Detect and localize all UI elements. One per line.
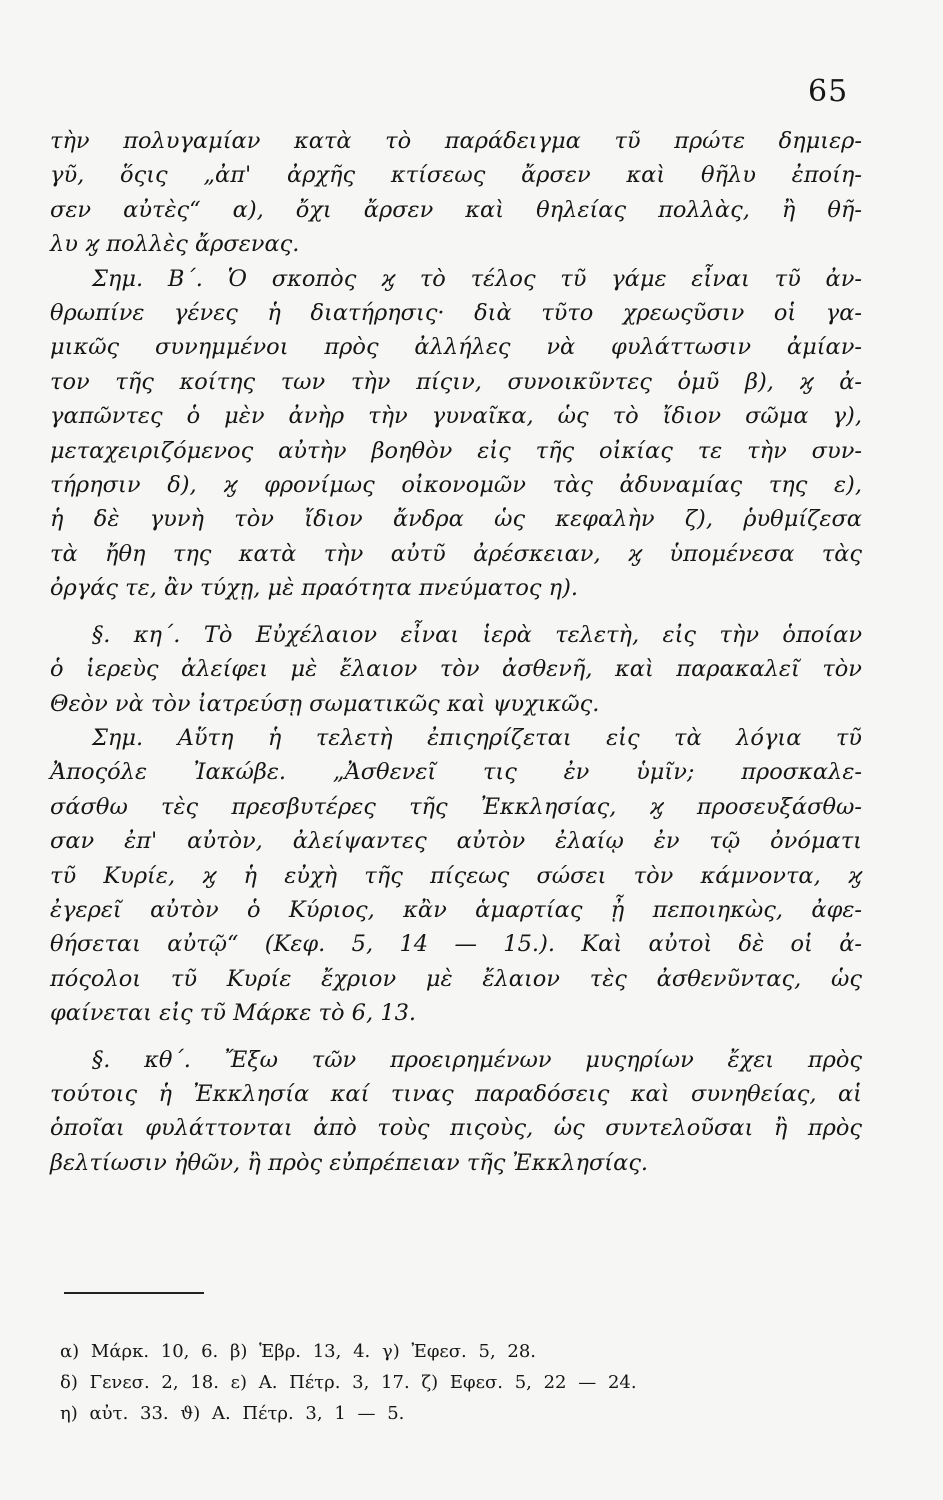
text-line: Ἀποςόλε Ἰακώβε. „Ἀσθενεῖ τις ἐν ὑμῖν; προσκαλε- — [50, 759, 862, 786]
text-line: τὴν πολυγαμίαν κατὰ τὸ παράδειγμα τῦ πρώτε δημιερ- — [50, 128, 862, 154]
text-line: γαπῶντες ὁ μὲν ἀνὴρ τὴν γυναῖκα, ὡς τὸ ἴδιον σῶμα γ), — [50, 403, 862, 430]
text-line: ὁποῖαι φυλάττονται ἀπὸ τοὺς πιςοὺς, ὡς συντελοῦσαι ἢ πρὸς — [50, 1115, 862, 1142]
paragraph-gap — [50, 606, 862, 618]
text-line: σάσθω τὲς πρεσβυτέρες τῆς Ἐκκλησίας, ϗ προσευξάσθω- — [50, 793, 862, 820]
paragraph-gap — [50, 1031, 862, 1043]
text-line: τήρησιν δ), ϗ φρονίμως οἰκονομῶν τὰς ἀδυναμίας της ε), — [50, 472, 862, 499]
text-line: λυ ϗ πολλὲς ἄρσενας. — [50, 231, 300, 258]
text-line: μικῶς συνημμένοι πρὸς ἀλλήλες νὰ φυλάττωσιν ἀμίαν- — [50, 334, 862, 361]
body-text — [50, 124, 862, 1180]
text-line: Σημ. Αὕτη ἡ τελετὴ ἐπιςηρίζεται εἰς τὰ λόγια τῦ — [92, 724, 862, 751]
page-number: 65 — [808, 74, 849, 109]
text-line: γῦ, ὅςις „ἀπ' ἀρχῆς κτίσεως ἄρσεν καὶ θῆλυ ἐποίη- — [50, 162, 862, 189]
text-line: §. κθ΄. Ἔξω τῶν προειρημένων μυςηρίων ἔχει πρὸς — [92, 1046, 862, 1073]
text-line: Θεὸν νὰ τὸν ἰατρεύσῃ σωματικῶς καὶ ψυχικῶς. — [50, 690, 600, 717]
text-line: τὰ ἤθη της κατὰ τὴν αὐτῦ ἀρέσκειαν, ϗ ὑπομένεσα τὰς — [50, 540, 862, 567]
text-line: θήσεται αὐτῷ“ (Κεφ. 5, 14 — 15.). Καὶ αὐτοὶ δὲ οἱ ἀ- — [50, 931, 862, 958]
footnotes — [60, 1336, 860, 1429]
text-line: θρωπίνε γένες ἡ διατήρησις· διὰ τῦτο χρεωςῦσιν οἱ γα- — [50, 300, 862, 327]
text-line: ὀργάς τε, ἂν τύχῃ, μὲ πραότητα πνεύματος η). — [50, 575, 579, 602]
text-line: §. κη΄. Τὸ Εὐχέλαιον εἶναι ἱερὰ τελετὴ, εἰς τὴν ὁποίαν — [92, 621, 862, 648]
text-line: πόςολοι τῦ Κυρίε ἔχριον μὲ ἔλαιον τὲς ἀσθενῦντας, ὡς — [50, 965, 862, 992]
text-line: τῦ Κυρίε, ϗ ἡ εὐχὴ τῆς πίςεως σώσει τὸν κάμνοντα, ϗ — [50, 862, 862, 889]
footnote-line: α) Μάρκ. 10, 6. β) Ἑβρ. 13, 4. γ) Ἐφεσ. 5, 28. — [60, 1341, 537, 1362]
text-line: σαν ἐπ' αὐτὸν, ἀλείψαντες αὐτὸν ἐλαίῳ ἐν τῷ ὀνόματι — [50, 828, 862, 855]
text-line: ὁ ἱερεὺς ἀλείφει μὲ ἔλαιον τὸν ἀσθενῆ, καὶ παρακαλεῖ τὸν — [50, 656, 862, 683]
text-line: σεν αὐτὲς“ α), ὄχι ἄρσεν καὶ θηλείας πολλὰς, ἢ θῆ- — [50, 196, 862, 223]
footnote-line: δ) Γενεσ. 2, 18. ε) Α. Πέτρ. 3, 17. ζ) Εφεσ. 5, 22 — 24. — [60, 1372, 637, 1393]
text-line: Σημ. Β΄. Ὁ σκοπὸς ϗ τὸ τέλος τῦ γάμε εἶναι τῦ ἀν- — [92, 265, 862, 292]
text-line: τούτοις ἡ Ἐκκλησία καί τινας παραδόσεις καὶ συνηθείας, αἱ — [50, 1080, 862, 1107]
text-line: ἡ δὲ γυνὴ τὸν ἴδιον ἄνδρα ὡς κεφαλὴν ζ), ῥυθμίζεσα — [50, 506, 862, 533]
text-line: τον τῆς κοίτης των τὴν πίςιν, συνοικῦντες ὁμῦ β), ϗ ἀ- — [50, 368, 862, 395]
text-line: ἐγερεῖ αὐτὸν ὁ Κύριος, κἂν ἁμαρτίας ᾖ πεποιηκὼς, ἀφε- — [50, 896, 862, 923]
footnote-line: η) αὐτ. 33. ϑ) Α. Πέτρ. 3, 1 — 5. — [60, 1403, 405, 1424]
text-line: βελτίωσιν ἠθῶν, ἢ πρὸς εὐπρέπειαν τῆς Ἐκκλησίας. — [50, 1149, 649, 1176]
text-line: μεταχειριζόμενος αὐτὴν βοηθὸν εἰς τῆς οἰκίας τε τὴν συν- — [50, 437, 862, 464]
footnote-separator — [64, 1292, 204, 1294]
text-line: φαίνεται εἰς τῦ Μάρκε τὸ 6, 13. — [50, 1000, 417, 1027]
